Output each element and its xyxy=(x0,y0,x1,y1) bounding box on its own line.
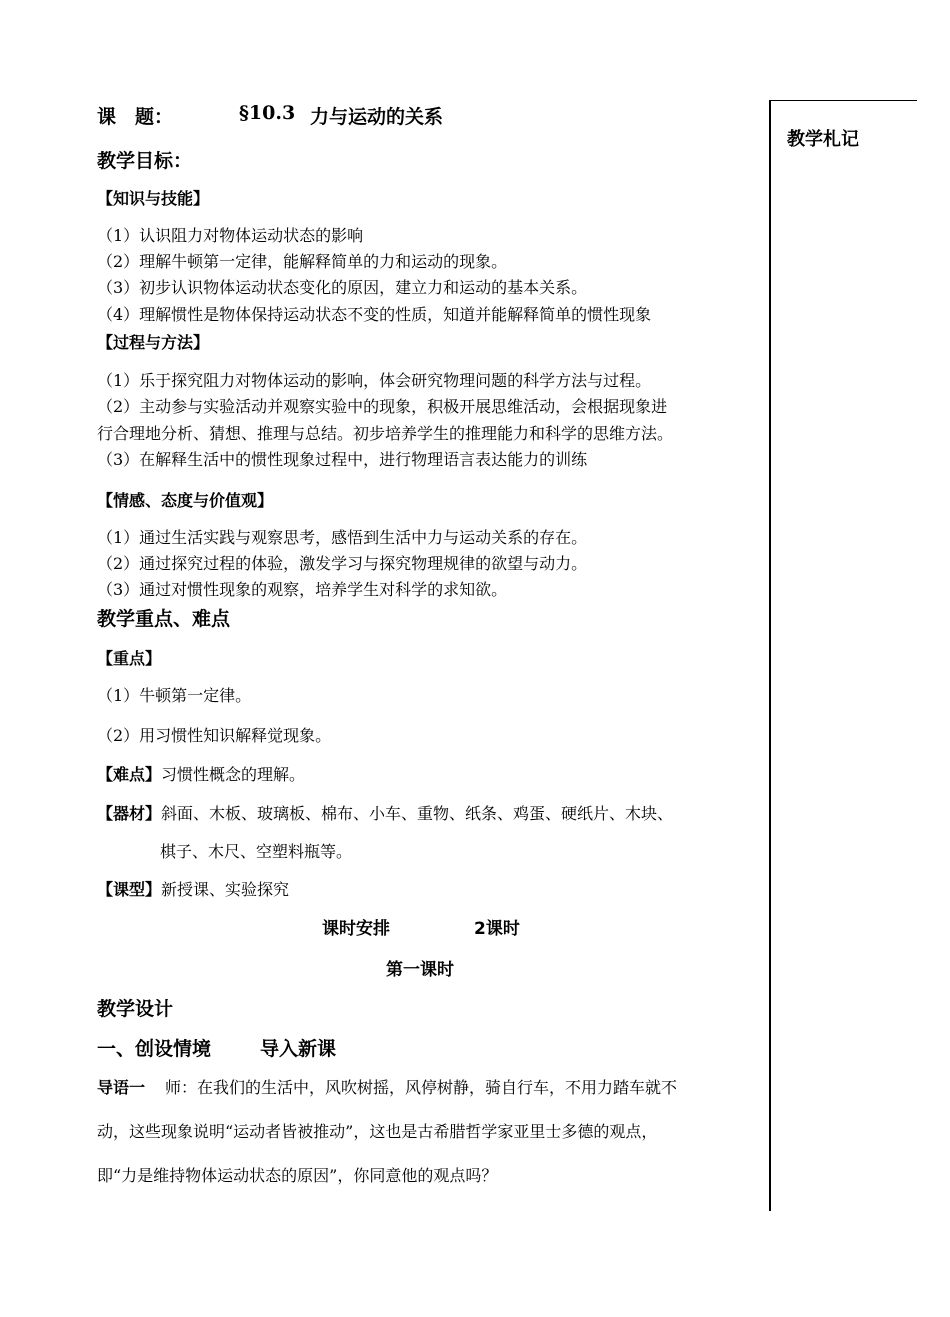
process-heading: 【过程与方法】 xyxy=(97,333,210,352)
key-item: （1）牛顿第一定律。 xyxy=(97,686,252,705)
keypoints-heading: 教学重点、难点 xyxy=(97,608,231,630)
part1-subtitle: 导入新课 xyxy=(260,1038,337,1060)
teaching-notes-title: 教学札记 xyxy=(787,129,859,150)
equipment-text: 斜面、木板、玻璃板、棉布、小车、重物、纸条、鸡蛋、硬纸片、木块、 xyxy=(161,804,674,823)
part1-title: 一、创设情境 xyxy=(97,1038,212,1060)
objectives-heading: 教学目标： xyxy=(97,150,193,172)
process-item: 行合理地分析、猜想、推理与总结。初步培养学生的推理能力和科学的思维方法。 xyxy=(97,424,674,443)
teaching-notes-column xyxy=(769,100,917,1209)
intro-text-line: 动，这些现象说明“运动者皆被推动”，这也是古希腊哲学家亚里士多德的观点， xyxy=(97,1122,658,1141)
process-item: （3）在解释生活中的惯性现象过程中，进行物理语言表达能力的训练 xyxy=(97,450,588,469)
first-lesson-heading: 第一课时 xyxy=(386,960,454,980)
key-item: （2）用习惯性知识解释觉现象。 xyxy=(97,726,332,745)
process-item: （1）乐于探究阻力对物体运动的影响，体会研究物理问题的科学方法与过程。 xyxy=(97,371,652,390)
intro-text: 师：在我们的生活中，风吹树摇，风停树静，骑自行车，不用力踏车就不 xyxy=(165,1078,678,1097)
emotion-item: （1）通过生活实践与观察思考，感悟到生活中力与运动关系的存在。 xyxy=(97,528,588,547)
knowledge-item: （2）理解牛顿第一定律，能解释简单的力和运动的现象。 xyxy=(97,252,508,271)
equipment-label: 【器材】 xyxy=(97,804,162,823)
difficulty-label: 【难点】 xyxy=(97,765,162,784)
knowledge-heading: 【知识与技能】 xyxy=(97,189,210,208)
key-heading: 【重点】 xyxy=(97,649,162,668)
equipment-text-continued: 棋子、木尺、空塑料瓶等。 xyxy=(160,842,353,861)
emotion-heading: 【情感、态度与价值观】 xyxy=(97,491,274,510)
schedule-value: 2课时 xyxy=(474,919,520,939)
lesson-type-label: 【课型】 xyxy=(97,880,162,899)
column-border-tick xyxy=(769,1207,771,1211)
knowledge-item: （1）认识阻力对物体运动状态的影响 xyxy=(97,226,364,245)
schedule-label: 课时安排 xyxy=(322,919,390,939)
lesson-type-line xyxy=(97,877,289,900)
difficulty-line xyxy=(97,762,305,785)
emotion-item: （3）通过对惯性现象的观察，培养学生对科学的求知欲。 xyxy=(97,580,508,599)
emotion-item: （2）通过探究过程的体验，激发学习与探究物理规律的欲望与动力。 xyxy=(97,554,588,573)
intro-line xyxy=(97,1075,677,1098)
lesson-title: 力与运动的关系 xyxy=(310,106,444,128)
intro-text-line: 即“力是维持物体运动状态的原因”，你同意他的观点吗？ xyxy=(97,1166,498,1185)
process-item: （2）主动参与实验活动并观察实验中的现象，积极开展思维活动，会根据现象进 xyxy=(97,397,668,416)
lesson-section-number: §10.3 xyxy=(239,102,296,124)
intro-label: 导语一 xyxy=(97,1078,146,1097)
design-heading: 教学设计 xyxy=(97,998,174,1020)
lesson-type-text: 新授课、实验探究 xyxy=(161,880,290,899)
equipment-line xyxy=(97,801,673,824)
knowledge-item: （4）理解惯性是物体保持运动状态不变的性质，知道并能解释简单的惯性现象 xyxy=(97,305,652,324)
knowledge-item: （3）初步认识物体运动状态变化的原因，建立力和运动的基本关系。 xyxy=(97,278,588,297)
lesson-title-label: 课 题： xyxy=(97,106,174,128)
difficulty-text: 习惯性概念的理解。 xyxy=(161,765,306,784)
